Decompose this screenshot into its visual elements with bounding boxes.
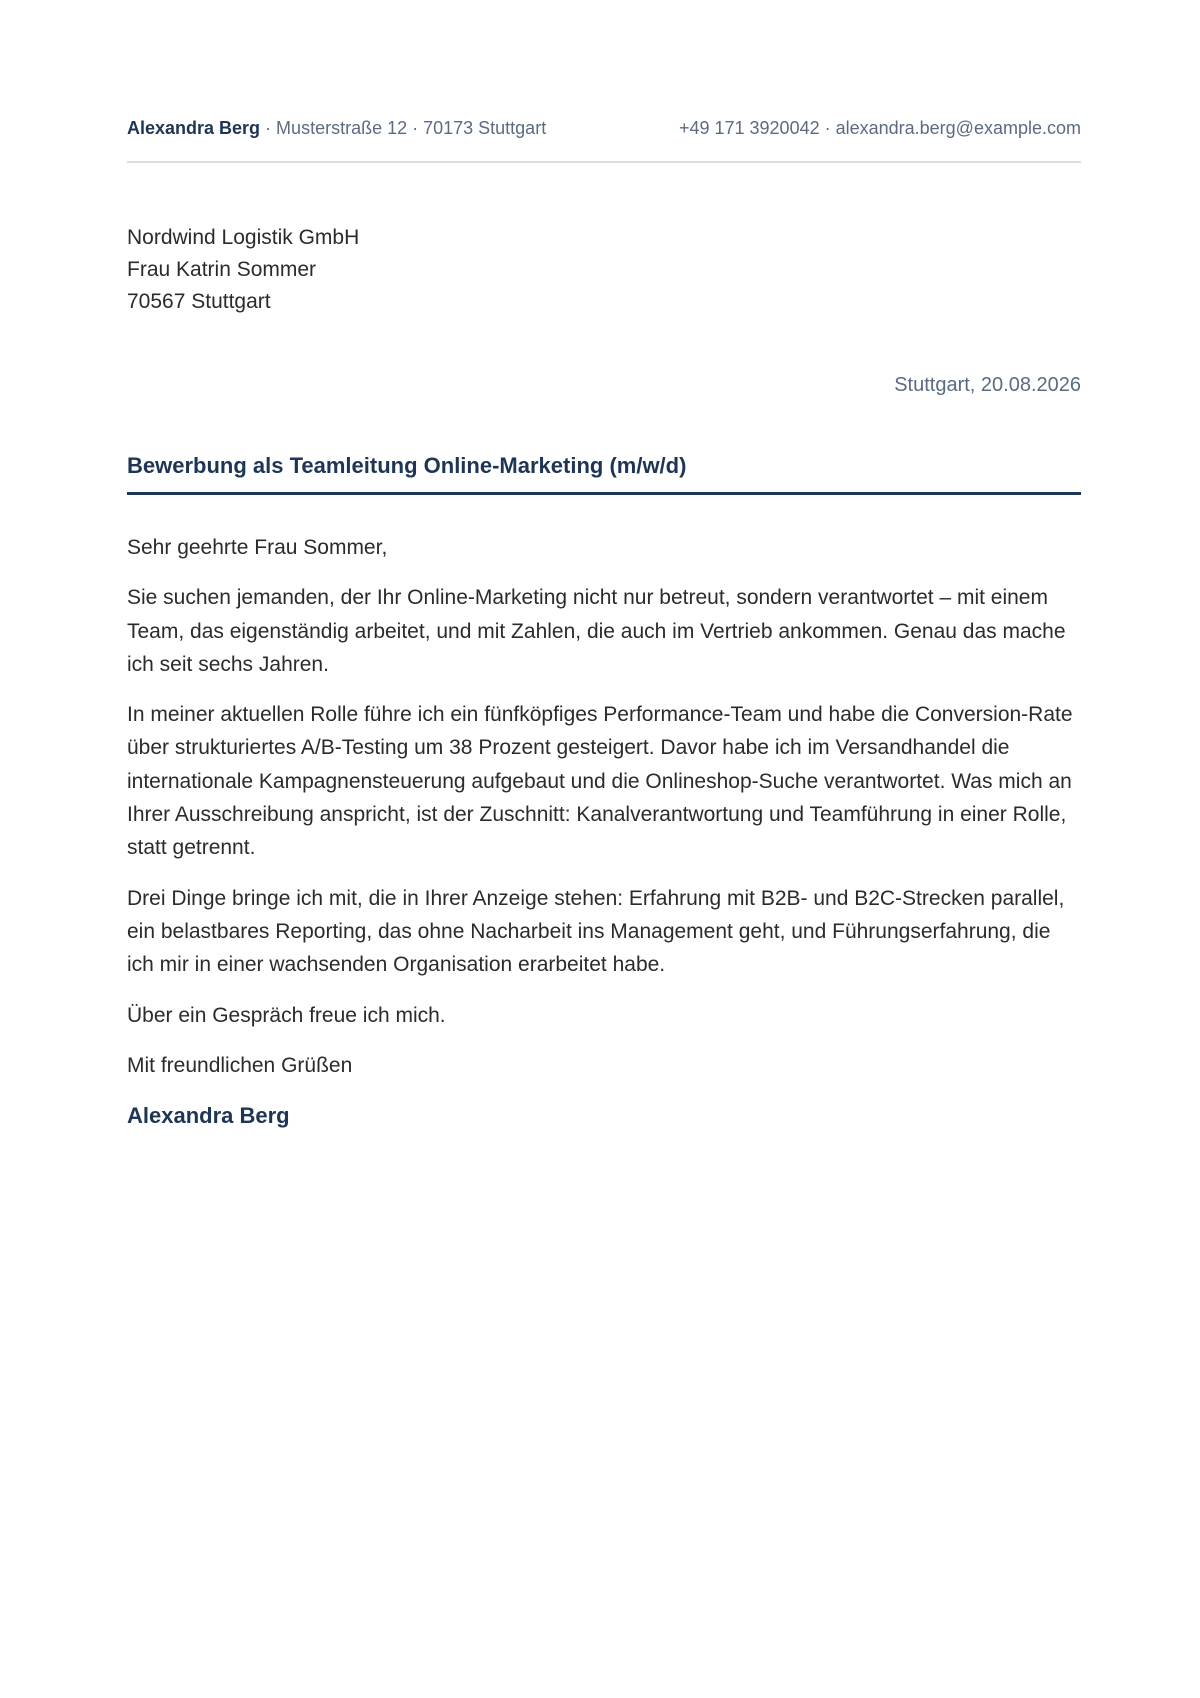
letter-body — [127, 531, 1081, 1132]
signature-name: Alexandra Berg — [127, 1103, 290, 1129]
recipient-city: 70567 Stuttgart — [127, 290, 271, 313]
sender-name: Alexandra Berg — [127, 118, 261, 138]
paragraph: Sie suchen jemanden, der Ihr Online-Marketing nicht nur betreut, sondern verantwortet – mit einem Team, das eigenständig arbeitet, und mit Zahlen, die auch im Vertrieb ankommen. Genau das mache ich seit sechs Jahren. — [127, 586, 1066, 676]
sender-contact: +49 171 3920042 · alexandra.berg@example.com — [678, 118, 1081, 138]
paragraph: In meiner aktuellen Rolle führe ich ein fünfköpfiges Performance-Team und habe die Conversion-Rate über strukturiertes A/B-Testing um 38 Prozent gesteigert. Davor habe ich im Versandhandel die internationale Kampagnensteuerung aufgebaut und die Onlineshop-Suche verantwortet. Was mich an Ihrer Ausschreibung anspricht, ist der Zuschnitt: Kanalverantwortung und Teamführung in einer Rolle, statt getrennt. — [127, 703, 1073, 860]
letter-date: Stuttgart, 20.08.2026 — [894, 374, 1081, 396]
closing: Mit freundlichen Grüßen — [127, 1053, 353, 1077]
subject-line: Bewerbung als Teamleitung Online-Marketing (m/w/d) — [127, 453, 1081, 495]
sender-address: · Musterstraße 12 · 70173 Stuttgart — [260, 118, 547, 138]
paragraph: Drei Dinge bringe ich mit, die in Ihrer Anzeige stehen: Erfahrung mit B2B- und B2C-Strecken parallel, ein belastbares Reporting, das ohne Nacharbeit ins Management geht, und Führungserfahrung, die ich mir in einer wachsenden Organisation erarbeitet habe. — [127, 886, 1065, 977]
sender-block — [127, 118, 546, 139]
recipient-contact-person: Frau Katrin Sommer — [127, 258, 317, 281]
recipient-address — [127, 222, 359, 318]
salutation: Sehr geehrte Frau Sommer, — [127, 536, 388, 559]
letterhead — [127, 118, 1081, 139]
paragraph: Über ein Gespräch freue ich mich. — [127, 1003, 446, 1027]
recipient-company: Nordwind Logistik GmbH — [127, 226, 360, 249]
header-divider — [127, 161, 1081, 163]
